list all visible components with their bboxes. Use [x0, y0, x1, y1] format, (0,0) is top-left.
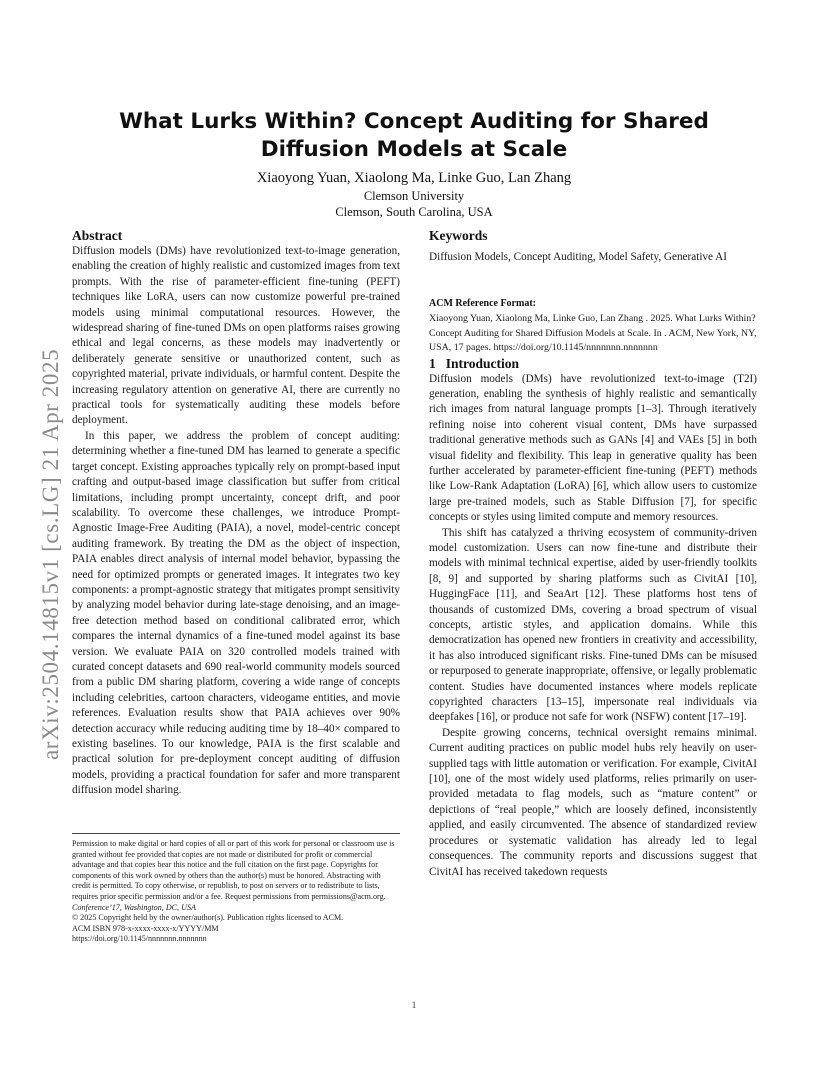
doi-link[interactable]: https://doi.org/10.1145/nnnnnnn.nnnnnnn: [72, 934, 207, 944]
acm-reference-text: Xiaoyong Yuan, Xiaolong Ma, Linke Guo, Lan Zhang . 2025. What Lurks Within? Concept Auditing for Shared Diffusion Models at Scale. In . ACM, New York, NY, USA, 17 pages. https://doi.org/10.1145/nnnnnnn.nnnnnnn: [429, 313, 757, 353]
conference-info: Conference’17, Washington, DC, USA: [72, 902, 196, 912]
introduction-paragraph: Despite growing concerns, technical oversight remains minimal. Current auditing practices on public model hubs rely heavily on user-supplied tags with little automation or verification. For example, CivitAI [10], one of the most widely used platforms, relies primarily on user-provided metadata to flag models, such as “mature content” or depictions of “real people,” which are loosely defined, inconsistently applied, and easily circumvented. The absence of standardized review procedures or systematic validation has already led to legal consequences. The community reports and discussions suggest that CivitAI has received takedown requests: [429, 726, 757, 878]
permission-text: Permission to make digital or hard copies of all or part of this work for personal or classroom use is granted without fee provided that copies are not made or distributed for profit or commercial advantage and that copies bear this notice and the full citation on the first page. Copyrights for components of this work owned by others than the author(s) must be honored. Abstracting with credit is permitted. To copy otherwise, or republish, to post on servers or to redistribute to lists, requires prior specific permission and/or a fee. Request permissions from permissions@acm.org.: [72, 839, 395, 901]
keywords-text: Diffusion Models, Concept Auditing, Model Safety, Generative AI: [429, 251, 727, 263]
page-number: 1: [411, 1000, 417, 1010]
introduction-paragraph: Diffusion models (DMs) have revolutionized text-to-image (T2I) generation, enabling the synthesis of highly realistic and semantically rich images from natural language prompts [1–3]. Through iteratively refining noise into coherent visual content, DMs have surpassed traditional generative methods such as GANs [4] and VAEs [5] in both visual fidelity and flexibility. This leap in generative quality has been further accelerated by parameter-efficient fine-tuning (PEFT) methods like Low-Rank Adaptation (LoRA) [6], which allow users to customize large pre-trained models, such as Stable Diffusion [7], for specific concepts or styles using limited compute and memory resources.: [429, 372, 757, 524]
affiliation: Clemson University: [363, 189, 465, 203]
acm-reference-heading: ACM Reference Format:: [429, 298, 536, 309]
abstract-heading: Abstract: [72, 228, 123, 243]
section-number: 1: [429, 355, 436, 371]
right-column: [429, 228, 757, 880]
isbn-line: ACM ISBN 978-x-xxxx-xxxx-x/YYYY/MM: [72, 923, 219, 933]
affiliation-location: Clemson, South Carolina, USA: [335, 205, 493, 219]
permission-footnote: [72, 833, 400, 945]
arxiv-identifier: arXiv:2504.14815v1 [cs.LG] 21 Apr 2025: [38, 348, 63, 760]
introduction-heading: [429, 356, 757, 372]
abstract-paragraph: In this paper, we address the problem of concept auditing: determining whether a fine-tuned DM has learned to generate a specific target concept. Existing approaches typically rely on prompt-based input crafting and output-based image classification but suffer from critical limitations, including prompt uncertainty, concept drift, and poor scalability. To overcome these challenges, we introduce Prompt-Agnostic Image-Free Auditing (PAIA), a novel, model-centric concept auditing framework. By treating the DM as the object of inspection, PAIA enables direct analysis of internal model behavior, bypassing the need for optimized prompts or generated images. It integrates two key components: a prompt-agnostic strategy that mitigates prompt sensitivity by analyzing model behavior during late-stage denoising, and an image-free detection method based on conditional calibrated error, which compares the internal dynamics of a fine-tuned model against its base version. We evaluate PAIA on 320 controlled models trained with curated concept datasets and 690 real-world community models sourced from a public DM sharing platform, covering a wide range of concepts including celebrities, cartoon characters, videogame entities, and movie references. Evaluation results show that PAIA achieves over 90% detection accuracy while reducing auditing time by 18–40× compared to existing baselines. To our knowledge, PAIA is the first scalable and practical solution for pre-deployment concept auditing of diffusion models, providing a practical foundation for safer and more transparent diffusion model sharing.: [72, 429, 400, 797]
paper-title: What Lurks Within? Concept Auditing for Shared Diffusion Models at Scale: [119, 109, 709, 162]
left-column: [72, 228, 400, 799]
author-list: Xiaoyong Yuan, Xiaolong Ma, Linke Guo, Lan Zhang: [256, 170, 572, 186]
keywords-heading: Keywords: [429, 228, 488, 243]
abstract-paragraph: Diffusion models (DMs) have revolutionized text-to-image generation, enabling the creation of highly realistic and customized images from text prompts. With the rise of parameter-efficient fine-tuning (PEFT) techniques like LoRA, users can now customize powerful pre-trained models using minimal computational resources. However, the widespread sharing of fine-tuned DMs on open platforms raises growing ethical and legal concerns, as these models may inadvertently or deliberately generate sensitive or unauthorized content, such as copyrighted material, private individuals, or harmful content. Despite the increasing regulatory attention on generative AI, there are currently no practical tools for systematically auditing these models before deployment.: [72, 245, 400, 427]
introduction-paragraph: This shift has catalyzed a thriving ecosystem of community-driven model customization. Users can now fine-tune and distribute their models with minimal technical expertise, aided by user-friendly toolkits [8, 9] and supported by sharing platforms such as CivitAI [10], HuggingFace [11], and SeaArt [12]. These platforms host tens of thousands of customized DMs, covering a broad spectrum of visual concepts, artistic styles, and application domains. While this democratization has opened new frontiers in creativity and accessibility, it has also introduced significant risks. Fine-tuned DMs can be misused or repurposed to generate inappropriate, offensive, or legally problematic content. Studies have documented instances where models replicate copyrighted characters [13–15], impersonate real individuals via deepfakes [16], or produce not safe for work (NSFW) content [17–19].: [429, 526, 757, 724]
copyright-line: © 2025 Copyright held by the owner/author(s). Publication rights licensed to ACM.: [72, 913, 344, 923]
section-title: Introduction: [445, 355, 520, 371]
